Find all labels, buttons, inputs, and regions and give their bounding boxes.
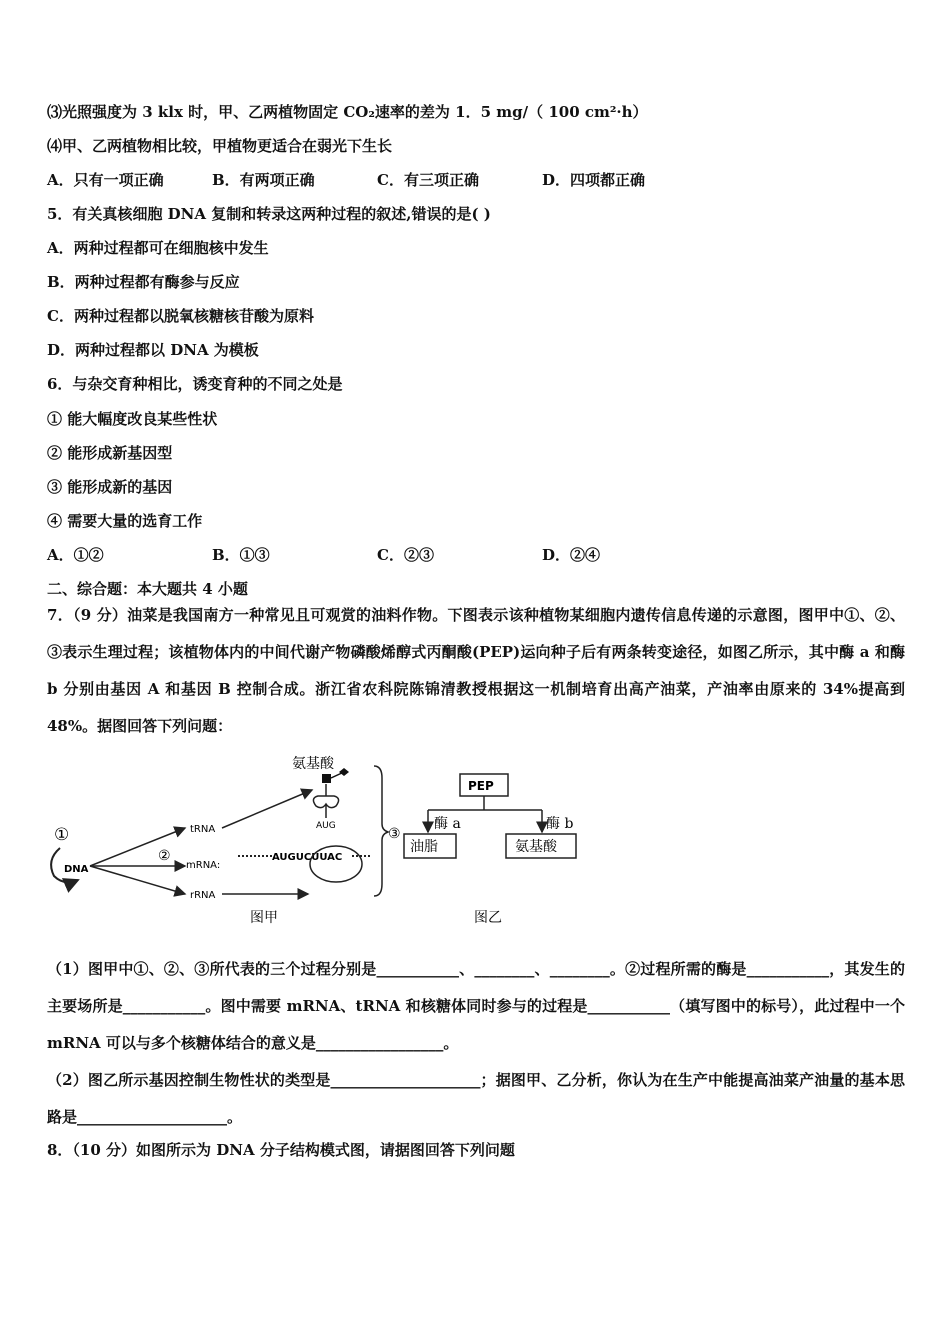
amino-acid-diamond <box>339 768 349 776</box>
q5-option-c: C．两种过程都以脱氧核糖核苷酸为原料 <box>47 307 314 325</box>
q4-option-a: A．只有一项正确 <box>47 171 164 189</box>
q6-item-1: ① 能大幅度改良某些性状 <box>47 410 218 428</box>
trna-to-amino-arrow <box>222 790 312 828</box>
trna-label: tRNA <box>190 824 216 835</box>
q5-option-d: D．两种过程都以 DNA 为模板 <box>47 341 259 359</box>
figure-jia-caption: 图甲 <box>250 910 278 926</box>
process-3-label: ③ <box>388 826 401 842</box>
mrna-sequence: AUGUCUUAC <box>272 852 343 863</box>
q4-option-b: B．有两项正确 <box>212 171 315 189</box>
q4-option-d: D．四项都正确 <box>542 171 646 189</box>
q6-option-a: A．①② <box>47 546 104 564</box>
anticodon-label: AUG <box>316 821 336 831</box>
q7-sub1: （1）图甲中①、②、③所代表的三个过程分别是___________、________、________。②过程所需的酶是___________，其发生的主要场所是___________。图中需要 mRNA、tRNA 和核糖体同时参与的过程是___________（填写图中的标号），此过程中一个 mRNA 可以与多个核糖体结合的意义是_________________。 <box>47 960 905 1052</box>
q4-item4: ⑷甲、乙两植物相比较，甲植物更适合在弱光下生长 <box>47 137 393 155</box>
rrna-label: rRNA <box>190 890 216 901</box>
q7-sub2: （2）图乙所示基因控制生物性状的类型是____________________；据图甲、乙分析，你认为在生产中能提高油菜产油量的基本思路是____________________。 <box>47 1071 905 1126</box>
dna-to-trna-arrow <box>90 828 185 866</box>
process-1-label: ① <box>54 825 70 845</box>
q5-option-a: A．两种过程都可在细胞核中发生 <box>47 239 269 257</box>
q6-stem: 6．与杂交育种相比，诱变育种的不同之处是 <box>47 375 343 393</box>
enzyme-a-label: 酶 a <box>434 816 461 832</box>
figure-yi-caption: 图乙 <box>474 910 502 926</box>
oil-label: 油脂 <box>410 839 438 855</box>
q7-figure <box>40 748 600 928</box>
q4-item3: ⑶光照强度为 3 klx 时，甲、乙两植物固定 CO₂速率的差为 1．5 mg/（ 100 cm²·h） <box>47 103 648 121</box>
trna-shape <box>313 784 338 818</box>
section-2-heading: 二、综合题：本大题共 4 小题 <box>47 580 248 598</box>
q5-stem: 5．有关真核细胞 DNA 复制和转录这两种过程的叙述,错误的是( ) <box>47 205 491 223</box>
dna-to-rrna-arrow <box>90 866 185 894</box>
q6-item-4: ④ 需要大量的选育工作 <box>47 512 203 530</box>
q6-option-b: B．①③ <box>212 546 270 564</box>
q6-option-d: D．②④ <box>542 546 601 564</box>
q6-item-3: ③ 能形成新的基因 <box>47 478 173 496</box>
q7-text: 7．（9 分）油菜是我国南方一种常见且可观赏的油料作物。下图表示该种植物某细胞内遗传信息传递的示意图，图甲中①、②、③表示生理过程；该植物体内的中间代谢产物磷酸烯醇式丙酮酸(PEP)运向种子后有两条转变途径，如图乙所示，其中酶 a 和酶 b 分别由基因 A 和基因 B 控制合成。浙江省农科院陈锦清教授根据这一机制培育出高产油菜，产油率由原来的 34%提高到 48%。据图回答下列问题： <box>47 606 905 735</box>
q5-option-b: B．两种过程都有酶参与反应 <box>47 273 240 291</box>
q6-item-2: ② 能形成新基因型 <box>47 444 173 462</box>
process-3-bracket <box>374 766 388 896</box>
process-2-label: ② <box>158 848 171 864</box>
amino-acid-square <box>322 774 331 783</box>
q6-option-c: C．②③ <box>377 546 434 564</box>
amino-acid-label: 氨基酸 <box>292 756 334 772</box>
q8-stem: 8．（10 分）如图所示为 DNA 分子结构模式图，请据图回答下列问题 <box>47 1141 515 1159</box>
pep-label: PEP <box>468 779 494 793</box>
q4-option-c: C．有三项正确 <box>377 171 479 189</box>
mrna-label: mRNA: <box>186 860 221 871</box>
amino-label: 氨基酸 <box>515 839 557 855</box>
dna-label: DNA <box>64 864 89 875</box>
enzyme-b-label: 酶 b <box>546 816 574 832</box>
